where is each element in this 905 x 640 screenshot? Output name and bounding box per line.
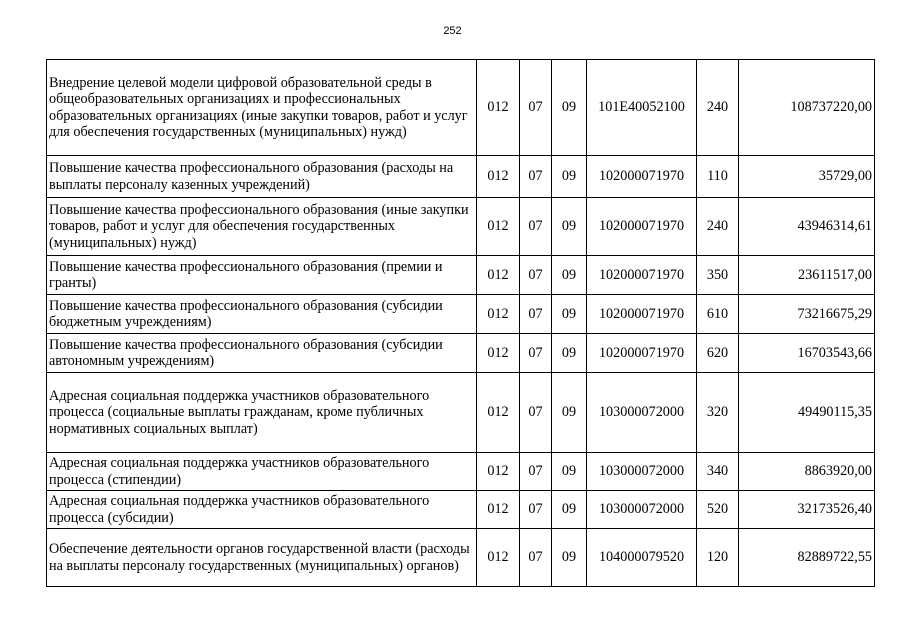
subsection-code-cell: 09 <box>552 60 587 156</box>
admin-code-cell: 012 <box>477 295 520 334</box>
amount-cell: 43946314,61 <box>739 198 875 256</box>
row-description-cell: Обеспечение деятельности органов государственной власти (расходы на выплаты персоналу государственных (муниципальных) органов) <box>47 529 477 587</box>
target-article-cell: 103000072000 <box>587 373 697 453</box>
section-code-cell: 07 <box>520 453 552 491</box>
admin-code-cell: 012 <box>477 156 520 198</box>
subsection-code-cell: 09 <box>552 373 587 453</box>
expense-type-cell: 120 <box>697 529 739 587</box>
amount-cell: 82889722,55 <box>739 529 875 587</box>
target-article-cell: 102000071970 <box>587 295 697 334</box>
page-number: 252 <box>443 25 462 37</box>
table-row <box>47 529 875 587</box>
budget-table <box>46 59 875 587</box>
section-code-cell: 07 <box>520 256 552 295</box>
subsection-code-cell: 09 <box>552 491 587 529</box>
expense-type-cell: 320 <box>697 373 739 453</box>
expense-type-cell: 520 <box>697 491 739 529</box>
expense-type-cell: 350 <box>697 256 739 295</box>
target-article-cell: 104000079520 <box>587 529 697 587</box>
table-row <box>47 334 875 373</box>
admin-code-cell: 012 <box>477 373 520 453</box>
amount-cell: 23611517,00 <box>739 256 875 295</box>
admin-code-cell: 012 <box>477 256 520 295</box>
subsection-code-cell: 09 <box>552 156 587 198</box>
table-row <box>47 453 875 491</box>
subsection-code-cell: 09 <box>552 256 587 295</box>
table-row <box>47 491 875 529</box>
subsection-code-cell: 09 <box>552 295 587 334</box>
row-description-cell: Адресная социальная поддержка участников образовательного процесса (стипендии) <box>47 453 477 491</box>
target-article-cell: 103000072000 <box>587 453 697 491</box>
expense-type-cell: 340 <box>697 453 739 491</box>
amount-cell: 73216675,29 <box>739 295 875 334</box>
row-description-cell: Повышение качества профессионального образования (премии и гранты) <box>47 256 477 295</box>
expense-type-cell: 240 <box>697 60 739 156</box>
target-article-cell: 103000072000 <box>587 491 697 529</box>
target-article-cell: 101E40052100 <box>587 60 697 156</box>
table-row <box>47 256 875 295</box>
amount-cell: 108737220,00 <box>739 60 875 156</box>
expense-type-cell: 610 <box>697 295 739 334</box>
table-row <box>47 198 875 256</box>
expense-type-cell: 620 <box>697 334 739 373</box>
admin-code-cell: 012 <box>477 453 520 491</box>
section-code-cell: 07 <box>520 491 552 529</box>
row-description-cell: Адресная социальная поддержка участников образовательного процесса (социальные выплаты гражданам, кроме публичных нормативных социальных выплат) <box>47 373 477 453</box>
target-article-cell: 102000071970 <box>587 334 697 373</box>
admin-code-cell: 012 <box>477 529 520 587</box>
row-description-cell: Внедрение целевой модели цифровой образовательной среды в общеобразовательных организациях и профессиональных образовательных организациях (иные закупки товаров, работ и услуг для обеспечения государственных (муниципальных) нужд) <box>47 60 477 156</box>
admin-code-cell: 012 <box>477 334 520 373</box>
row-description-cell: Повышение качества профессионального образования (иные закупки товаров, работ и услуг для обеспечения государственных (муниципальных) нужд) <box>47 198 477 256</box>
budget-table-body <box>47 60 875 587</box>
subsection-code-cell: 09 <box>552 198 587 256</box>
section-code-cell: 07 <box>520 295 552 334</box>
section-code-cell: 07 <box>520 334 552 373</box>
amount-cell: 49490115,35 <box>739 373 875 453</box>
admin-code-cell: 012 <box>477 198 520 256</box>
row-description-cell: Повышение качества профессионального образования (расходы на выплаты персоналу казенных учреждений) <box>47 156 477 198</box>
admin-code-cell: 012 <box>477 491 520 529</box>
row-description-cell: Повышение качества профессионального образования (субсидии бюджетным учреждениям) <box>47 295 477 334</box>
section-code-cell: 07 <box>520 60 552 156</box>
subsection-code-cell: 09 <box>552 334 587 373</box>
target-article-cell: 102000071970 <box>587 198 697 256</box>
target-article-cell: 102000071970 <box>587 156 697 198</box>
amount-cell: 8863920,00 <box>739 453 875 491</box>
admin-code-cell: 012 <box>477 60 520 156</box>
table-row <box>47 156 875 198</box>
subsection-code-cell: 09 <box>552 453 587 491</box>
table-row <box>47 373 875 453</box>
subsection-code-cell: 09 <box>552 529 587 587</box>
expense-type-cell: 110 <box>697 156 739 198</box>
expense-type-cell: 240 <box>697 198 739 256</box>
table-row <box>47 295 875 334</box>
section-code-cell: 07 <box>520 156 552 198</box>
amount-cell: 32173526,40 <box>739 491 875 529</box>
table-row <box>47 60 875 156</box>
amount-cell: 35729,00 <box>739 156 875 198</box>
section-code-cell: 07 <box>520 529 552 587</box>
row-description-cell: Повышение качества профессионального образования (субсидии автономным учреждениям) <box>47 334 477 373</box>
row-description-cell: Адресная социальная поддержка участников образовательного процесса (субсидии) <box>47 491 477 529</box>
target-article-cell: 102000071970 <box>587 256 697 295</box>
section-code-cell: 07 <box>520 373 552 453</box>
section-code-cell: 07 <box>520 198 552 256</box>
amount-cell: 16703543,66 <box>739 334 875 373</box>
